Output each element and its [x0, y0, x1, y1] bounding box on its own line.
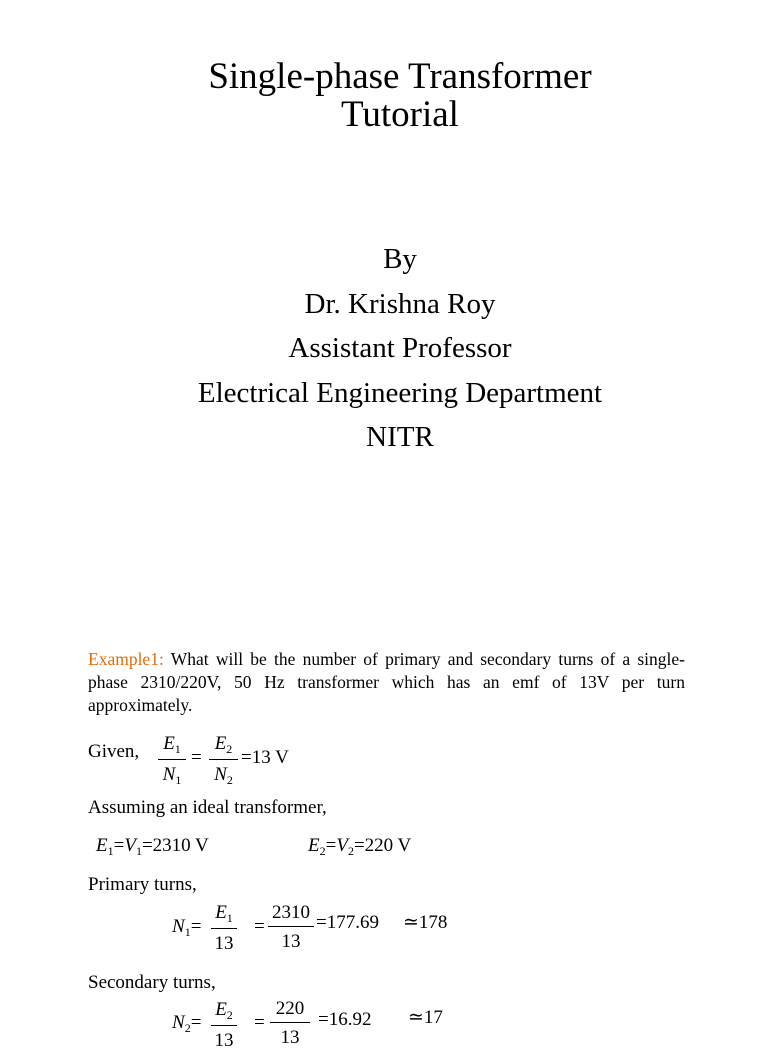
e2-value: =220 V	[353, 835, 412, 856]
given-result: =13 V	[241, 747, 289, 768]
author-block	[0, 240, 768, 463]
secondary-result: =16.92	[318, 1009, 372, 1030]
secondary-label: Secondary turns,	[88, 972, 216, 993]
title-line-1: Single-phase Transformer	[208, 56, 592, 97]
primary-fraction-value	[268, 903, 314, 951]
author-position: Assistant Professor	[288, 332, 512, 364]
author-by: By	[383, 243, 417, 275]
ratio-e1-n1: $E_1$ $N_1$	[158, 734, 186, 786]
secondary-approx: ≃17	[408, 1007, 443, 1028]
assumption-text: Assuming an ideal transformer,	[88, 797, 327, 818]
primary-numerator: 2310	[272, 902, 310, 923]
primary-result: =177.69	[316, 912, 379, 933]
example-label: Example1:	[88, 649, 164, 669]
author-department: Electrical Engineering Department	[197, 376, 603, 409]
e1-equation: $E_1=V_1=2310$ V	[96, 835, 209, 858]
primary-approx: ≃178	[403, 912, 448, 933]
secondary-numerator: 220	[275, 998, 305, 1019]
primary-label: Primary turns,	[88, 874, 197, 895]
equals-sign: =	[191, 747, 202, 768]
e1-value: =2310 V	[141, 835, 209, 856]
e2-equation: $E_2=V_2=220$ V	[308, 835, 412, 858]
primary-fraction-e1: $E_1$ 13	[211, 903, 237, 953]
author-name: Dr. Krishna Roy	[304, 287, 496, 320]
example-question	[88, 648, 685, 717]
primary-n1: $N_1=$	[172, 916, 202, 939]
equals-sign: =	[254, 1012, 265, 1033]
given-label: Given,	[88, 741, 140, 762]
secondary-fraction-e2: $E_2$ 13	[211, 1000, 237, 1050]
ratio-e2-n2: $E_2$ $N_2$	[209, 734, 238, 786]
secondary-fraction-value: 220 13	[270, 999, 310, 1047]
slide-title	[0, 58, 768, 134]
title-line-2: Tutorial	[341, 94, 459, 135]
equals-sign: =	[254, 916, 265, 937]
example-text: What will be the number of primary and secondary turns of a single-phase 2310/220V, 50 Hz transformer which has an emf of 13V per turn approximately.	[88, 649, 685, 715]
author-institute: NITR	[366, 421, 434, 453]
secondary-n2: $N_2=$	[172, 1012, 202, 1035]
primary-denominator: 13	[281, 931, 301, 952]
